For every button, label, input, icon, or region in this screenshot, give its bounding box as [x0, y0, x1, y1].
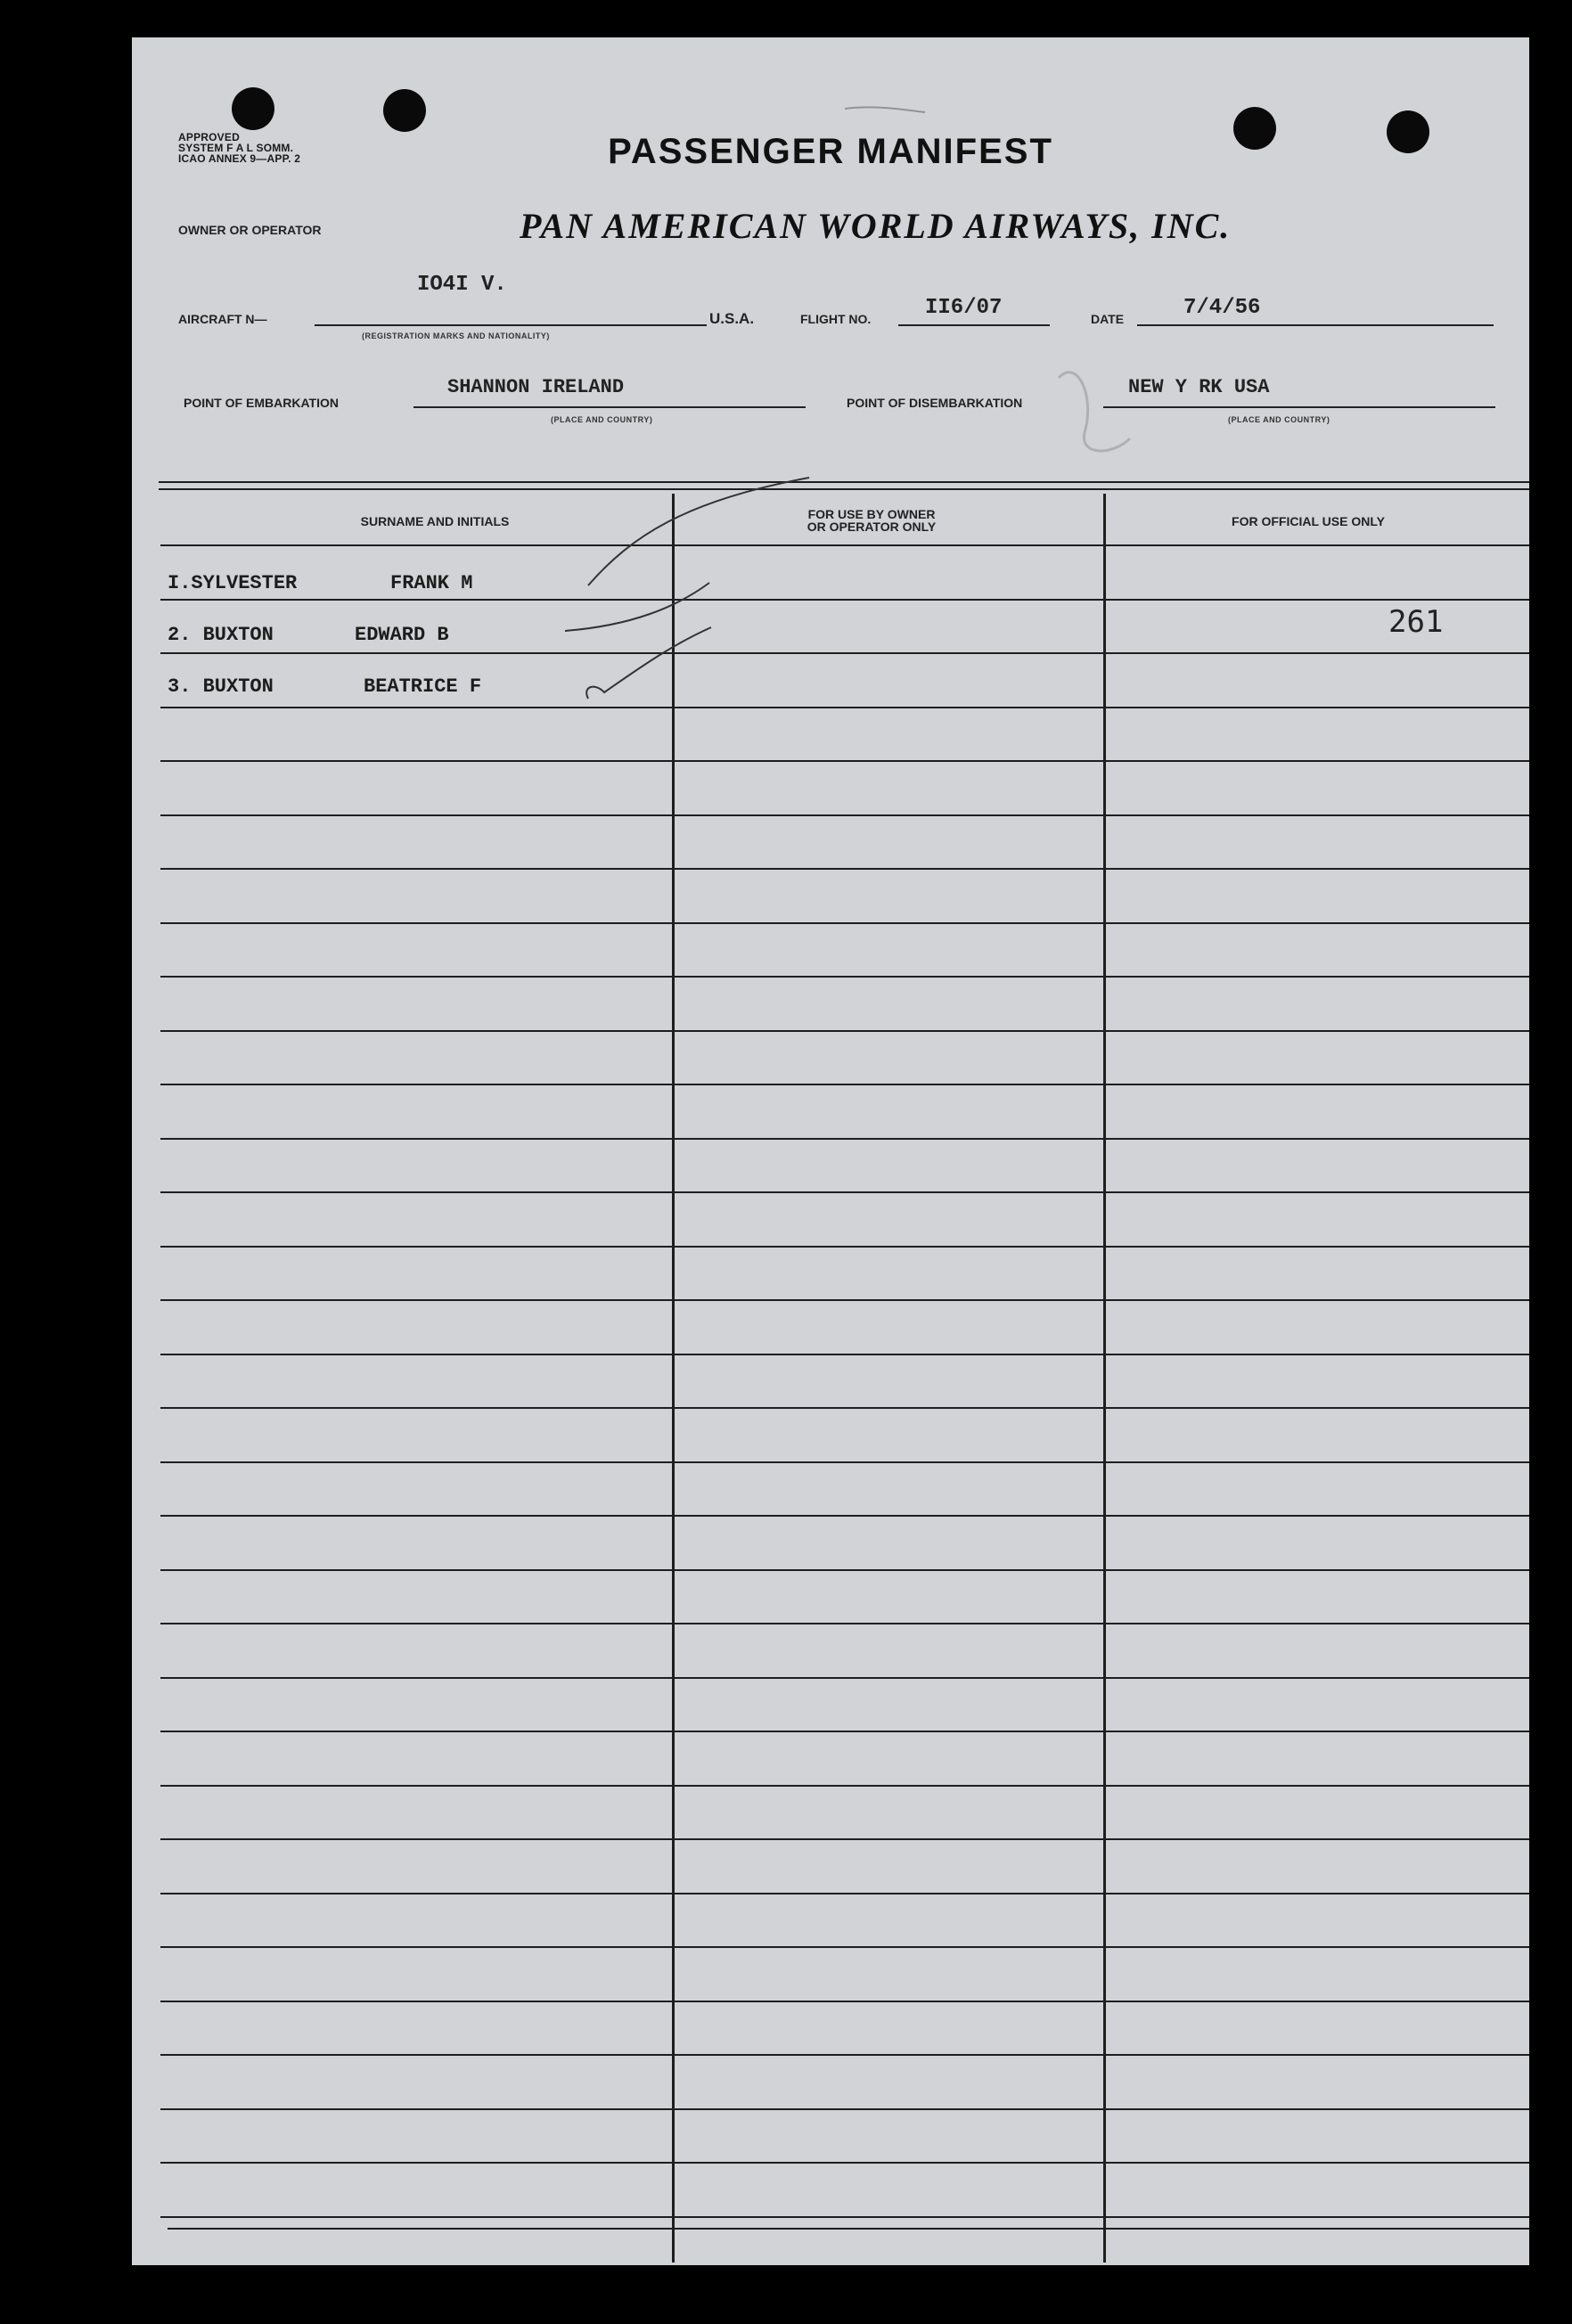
table-bottom-rule — [168, 2228, 1529, 2230]
official-stamp-number: 261 — [1388, 604, 1444, 640]
table-row-rule — [160, 1138, 1529, 1140]
column-header-line: OR OPERATOR ONLY — [806, 520, 937, 534]
table-row-rule — [160, 1030, 1529, 1032]
page-title: PASSENGER MANIFEST — [608, 132, 1053, 171]
check-mark — [565, 583, 709, 631]
table-row-rule — [160, 2108, 1529, 2110]
date-value: 7/4/56 — [1183, 296, 1261, 320]
ink-smudge — [1059, 372, 1130, 451]
table-row-rule — [160, 1569, 1529, 1571]
table-row-rule — [160, 1354, 1529, 1355]
table-row-rule — [160, 1407, 1529, 1409]
embarkation-value: SHANNON IRELAND — [447, 376, 625, 398]
table-row-rule — [160, 2001, 1529, 2002]
embarkation-label: POINT OF EMBARKATION — [184, 396, 339, 410]
table-row-rule — [160, 1191, 1529, 1193]
embarkation-sublabel: (PLACE AND COUNTRY) — [551, 415, 653, 424]
table-row-rule — [160, 868, 1529, 870]
manifest-page — [132, 37, 1529, 2265]
table-row-rule — [160, 1838, 1529, 1840]
table-row-rule — [160, 1299, 1529, 1301]
table-row-rule — [160, 976, 1529, 978]
aircraft-value: IO4I V. — [417, 273, 507, 297]
aircraft-label: AIRCRAFT N— — [178, 312, 267, 326]
ink-smudge — [845, 107, 925, 112]
flight-value: II6/07 — [925, 296, 1003, 320]
passenger-initials: BEATRICE F — [364, 675, 482, 698]
table-row-rule — [160, 1946, 1529, 1948]
table-row-rule — [160, 1893, 1529, 1894]
flight-label: FLIGHT NO. — [800, 312, 872, 326]
handwritten-check-marks — [132, 37, 1529, 839]
passenger-surname: BUXTON — [202, 624, 274, 646]
table-row-rule — [160, 1084, 1529, 1085]
approval-line: APPROVED — [178, 131, 240, 143]
owner-label: OWNER OR OPERATOR — [178, 223, 322, 237]
table-row-rule — [160, 1677, 1529, 1679]
check-mark — [588, 478, 809, 585]
disembarkation-value: NEW Y RK USA — [1128, 376, 1270, 398]
table-row-rule — [160, 2216, 1529, 2218]
table-row-rule — [160, 1246, 1529, 1248]
passenger-number: 2. — [168, 624, 192, 646]
passenger-initials: EDWARD B — [355, 624, 449, 646]
table-row-rule — [160, 2054, 1529, 2056]
table-row-rule — [160, 1731, 1529, 1732]
check-mark — [586, 627, 711, 699]
table-row-rule — [160, 1623, 1529, 1624]
table-row-rule — [160, 922, 1529, 924]
table-row-rule — [160, 1785, 1529, 1787]
table-row-rule — [160, 1461, 1529, 1463]
date-label: DATE — [1091, 312, 1125, 326]
column-header-surname: SURNAME AND INITIALS — [360, 514, 510, 528]
passenger-surname: BUXTON — [202, 675, 274, 698]
column-header-official-use: FOR OFFICIAL USE ONLY — [1232, 514, 1385, 528]
disembarkation-sublabel: (PLACE AND COUNTRY) — [1228, 415, 1330, 424]
approval-line: SYSTEM F A L SOMM. — [178, 142, 294, 154]
passenger-surname: SYLVESTER — [191, 572, 298, 594]
approval-line: ICAO ANNEX 9—APP. 2 — [178, 152, 301, 165]
passenger-number: 3. — [168, 675, 192, 698]
disembarkation-label: POINT OF DISEMBARKATION — [847, 396, 1023, 410]
column-header-line: FOR USE BY OWNER — [807, 507, 936, 521]
passenger-initials: FRANK M — [390, 572, 473, 594]
table-row-rule — [160, 2162, 1529, 2164]
table-row-rule — [160, 1515, 1529, 1517]
aircraft-country: U.S.A. — [709, 310, 755, 327]
owner-value: PAN AMERICAN WORLD AIRWAYS, INC. — [520, 206, 1232, 246]
passenger-number: I. — [168, 572, 192, 594]
aircraft-sublabel: (REGISTRATION MARKS AND NATIONALITY) — [362, 331, 550, 340]
